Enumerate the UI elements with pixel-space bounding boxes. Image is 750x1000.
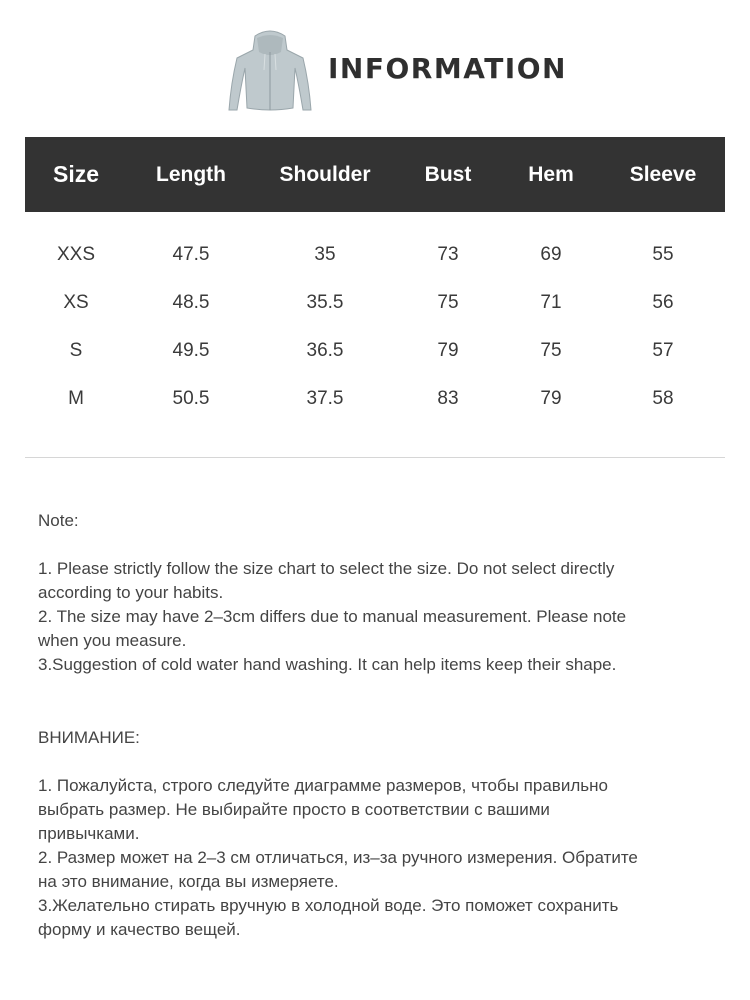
size-table-body	[25, 232, 725, 424]
column-header-size: Size	[52, 161, 100, 187]
section-divider	[25, 457, 725, 458]
notes-russian	[38, 726, 728, 942]
page-title: INFORMATION	[328, 52, 567, 85]
note-line: according to your habits.	[38, 583, 224, 602]
size-table-header	[25, 137, 725, 212]
cell-length: 49.5	[172, 340, 210, 361]
cell-shoulder: 37.5	[306, 388, 344, 409]
note-line: 1. Пожалуйста, строго следуйте диаграмме размеров, чтобы правильно	[38, 776, 608, 795]
column-header-bust: Bust	[424, 163, 472, 186]
cell-length: 47.5	[172, 244, 210, 265]
cell-size: XS	[63, 292, 89, 313]
info-header	[0, 22, 750, 117]
notes-english	[38, 509, 728, 677]
cell-shoulder: 36.5	[306, 340, 344, 361]
cell-length: 48.5	[172, 292, 210, 313]
cell-shoulder: 35	[314, 244, 336, 265]
cell-hem: 71	[540, 292, 562, 313]
cell-length: 50.5	[172, 388, 210, 409]
column-header-hem: Hem	[528, 163, 574, 186]
cell-sleeve: 57	[652, 340, 674, 361]
cell-size: S	[69, 340, 83, 361]
note-line: на это внимание, когда вы измеряете.	[38, 872, 339, 891]
note-line: 3.Suggestion of cold water hand washing. It can help items keep their shape.	[38, 655, 617, 674]
note-line: форму и качество вещей.	[38, 920, 241, 939]
table-row	[25, 376, 725, 424]
cell-size: XXS	[56, 244, 96, 265]
note-line: 2. Размер может на 2–3 см отличаться, из–за ручного измерения. Обратите	[38, 848, 638, 867]
cell-sleeve: 56	[652, 292, 674, 313]
cell-hem: 69	[540, 244, 562, 265]
notes-heading: ВНИМАНИЕ:	[38, 728, 140, 747]
column-header-length: Length	[156, 163, 226, 186]
note-line: выбрать размер. Не выбирайте просто в соответствии с вашими	[38, 800, 550, 819]
note-line: when you measure.	[38, 631, 187, 650]
column-header-shoulder: Shoulder	[279, 163, 371, 186]
note-line: 2. The size may have 2–3cm differs due to manual measurement. Please note	[38, 607, 627, 626]
cell-bust: 75	[437, 292, 459, 313]
cell-size: M	[68, 388, 84, 409]
cell-bust: 79	[437, 340, 459, 361]
note-line: 3.Желательно стирать вручную в холодной воде. Это поможет сохранить	[38, 896, 619, 915]
cell-sleeve: 55	[652, 244, 674, 265]
column-header-sleeve: Sleeve	[629, 163, 697, 186]
hooded-jacket-icon	[225, 28, 315, 114]
table-row	[25, 328, 725, 376]
cell-bust: 83	[437, 388, 459, 409]
cell-shoulder: 35.5	[306, 292, 344, 313]
table-row	[25, 232, 725, 280]
cell-hem: 75	[540, 340, 562, 361]
table-row	[25, 280, 725, 328]
cell-sleeve: 58	[652, 388, 674, 409]
note-line: 1. Please strictly follow the size chart to select the size. Do not select directly	[38, 559, 615, 578]
cell-bust: 73	[437, 244, 459, 265]
notes-heading: Note:	[38, 511, 79, 530]
note-line: привычками.	[38, 824, 140, 843]
cell-hem: 79	[540, 388, 562, 409]
